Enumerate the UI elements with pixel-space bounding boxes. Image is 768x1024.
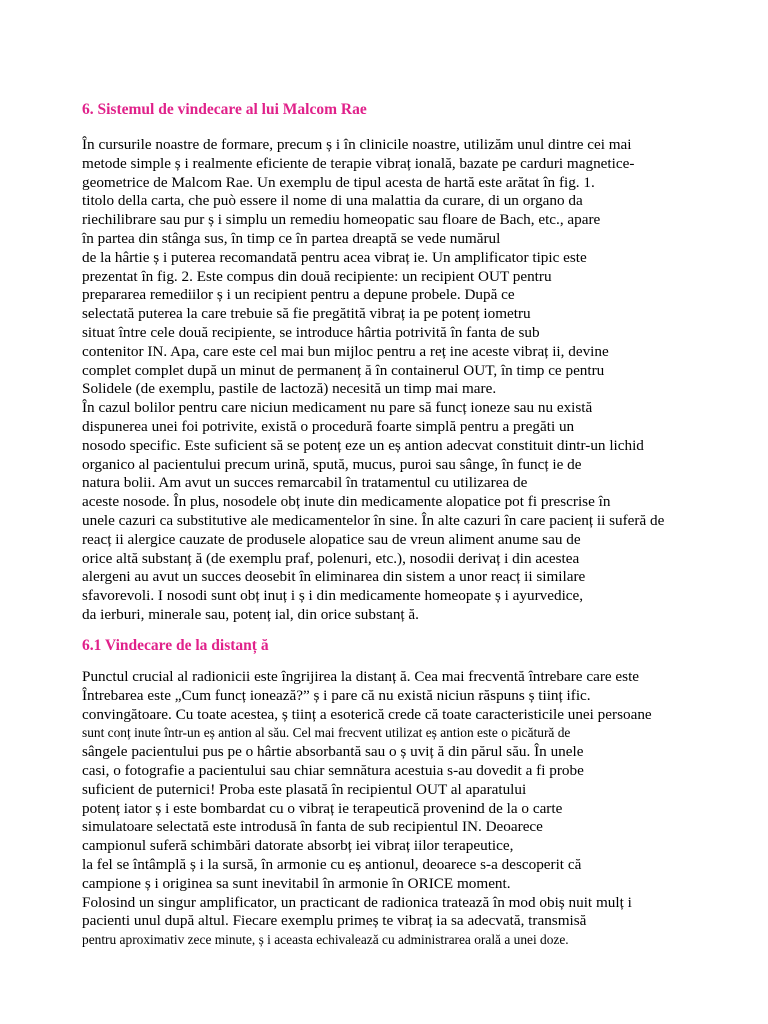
text-line: de la hârtie ș i puterea recomandată pentru acea vibraț ie. Un amplificator tipic este — [82, 248, 587, 266]
text-line: aceste nosode. În plus, nosodele obț inute din medicamente alopatice pot fi prescrise în — [82, 493, 611, 511]
text-line: alergeni au avut un succes deosebit în eliminarea din sistem a unor reacț ii similare — [82, 568, 586, 586]
text-line: dispunerea unei foi potrivite, există o procedură foarte simplă pentru a pregăti un — [82, 418, 575, 435]
text-line: În cursurile noastre de formare, precum ș i în clinicile noastre, utilizăm unul dintre cei mai — [82, 136, 632, 153]
text-line: Punctul crucial al radionicii este îngrijirea la distanț ă. Cea mai frecventă întrebare care este — [82, 668, 640, 685]
section-heading: 6. Sistemul de vindecare al lui Malcom Rae — [82, 101, 367, 118]
text-line: în partea din stânga sus, în timp ce în partea dreaptă se vede numărul — [82, 230, 501, 247]
text-line: prezentat în fig. 2. Este compus din două recipiente: un recipient OUT pentru — [82, 267, 552, 285]
text-line: simulatoare selectată este introdusă în fanta de sub recipientul IN. Deoarece — [82, 818, 543, 836]
text-line: natura bolii. Am avut un succes remarcabil în tratamentul cu utilizarea de — [82, 474, 528, 492]
text-line: prepararea remediilor ș i un recipient pentru a depune probele. După ce — [82, 286, 515, 304]
text-line: campionul suferă schimbări datorate absorbț iei vibraț iilor terapeutice, — [82, 837, 514, 855]
text-line: reacț ii alergice cauzate de produsele alopatice sau de vreun aliment anume sau de — [82, 530, 581, 548]
text-line: pacienti unul după altul. Fiecare exemplu primeș te vibraț ia sa adecvată, transmisă — [82, 912, 587, 930]
text-line: titolo della carta, che può essere il nome di una malattia da curare, di un organo da — [82, 192, 583, 210]
text-line: orice altă substanț ă (de exemplu praf, polenuri, etc.), nosodii derivaț i din acestea — [82, 549, 580, 567]
text-line: da ierburi, minerale sau, potenț ial, din orice substanț ă. — [82, 606, 419, 623]
text-line: contenitor IN. Apa, care este cel mai bun mijloc pentru a reț ine aceste vibraț ii, devine — [82, 342, 609, 360]
text-line: nosodo specific. Este suficient să se potenț eze un eș antion adecvat constituit dintr-un lichid — [82, 436, 644, 454]
text-line: sfavorevoli. I nosodi sunt obț inuț i ș i din medicamente homeopate ș i ayurvedice, — [82, 587, 584, 605]
text-line: unele cazuri ca substitutive ale medicamentelor în sine. În alte cazuri în care pacienț ii suferă de — [82, 512, 665, 529]
text-line: metode simple ș i realmente eficiente de terapie vibraț ională, bazate pe carduri magnetice- — [82, 154, 635, 172]
text-line: geometrice de Malcom Rae. Un exemplu de tipul acesta de hartă este arătat în fig. 1. — [82, 173, 595, 191]
text-line: suficient de puternici! Proba este plasată în recipientul OUT al aparatului — [82, 780, 527, 798]
text-line: pentru aproximativ zece minute, ș i aceasta echivalează cu administrarea orală a unei doze. — [82, 932, 569, 948]
text-line: complet complet după un minut de permanenț ă în containerul OUT, în timp ce pentru — [82, 361, 605, 379]
text-line: Întrebarea este „Cum funcț ionează?” ș i pare că nu există niciun răspuns ș tiinț ific. — [82, 686, 591, 704]
text-line: la fel se întâmplă ș i la sursă, în armonie cu eș antionul, deoarece s-a descoperit că — [82, 856, 582, 873]
text-line: Folosind un singur amplificator, un practicant de radionica tratează în mod obiș nuit mulț i — [82, 893, 632, 911]
text-line: organico al pacientului precum urină, spută, mucus, puroi sau sânge, în funcț ie de — [82, 455, 582, 473]
text-line: campione ș i originea sa sunt inevitabil în armonie în ORICE moment. — [82, 874, 511, 892]
subsection-heading: 6.1 Vindecare de la distanț ă — [82, 637, 269, 654]
text-line: În cazul bolilor pentru care niciun medicament nu pare să funcț ioneze sau nu există — [82, 399, 593, 417]
text-line: Solidele (de exemplu, pastile de lactoză) necesită un timp mai mare. — [82, 380, 497, 398]
text-line: situat între cele două recipiente, se introduce hârtia potrivită în fanta de sub — [82, 324, 540, 341]
text-line: casi, o fotografie a pacientului sau chiar semnătura acestuia s-au dovedit a fi probe — [82, 762, 584, 779]
text-line: convingătoare. Cu toate acestea, ș tiinț a esoterică crede că toate caracteristicile unei persoane — [82, 705, 652, 723]
text-line: potenț iator ș i este bombardat cu o vibraț ie terapeutică provenind de la o carte — [82, 799, 563, 817]
text-line: riechilibrare sau pur ș i simplu un remediu homeopatic sau floare de Bach, etc., apare — [82, 211, 601, 229]
text-line: sângele pacientului pus pe o hârtie absorbantă sau o ș uviț ă din părul său. În unele — [82, 743, 584, 761]
text-line: sunt conț inute într-un eș antion al său. Cel mai frecvent utilizat eș antion este o picătură de — [82, 725, 571, 741]
text-line: selectată puterea la care trebuie să fie pregătită vibraț ia pe potenț iometru — [82, 305, 531, 323]
